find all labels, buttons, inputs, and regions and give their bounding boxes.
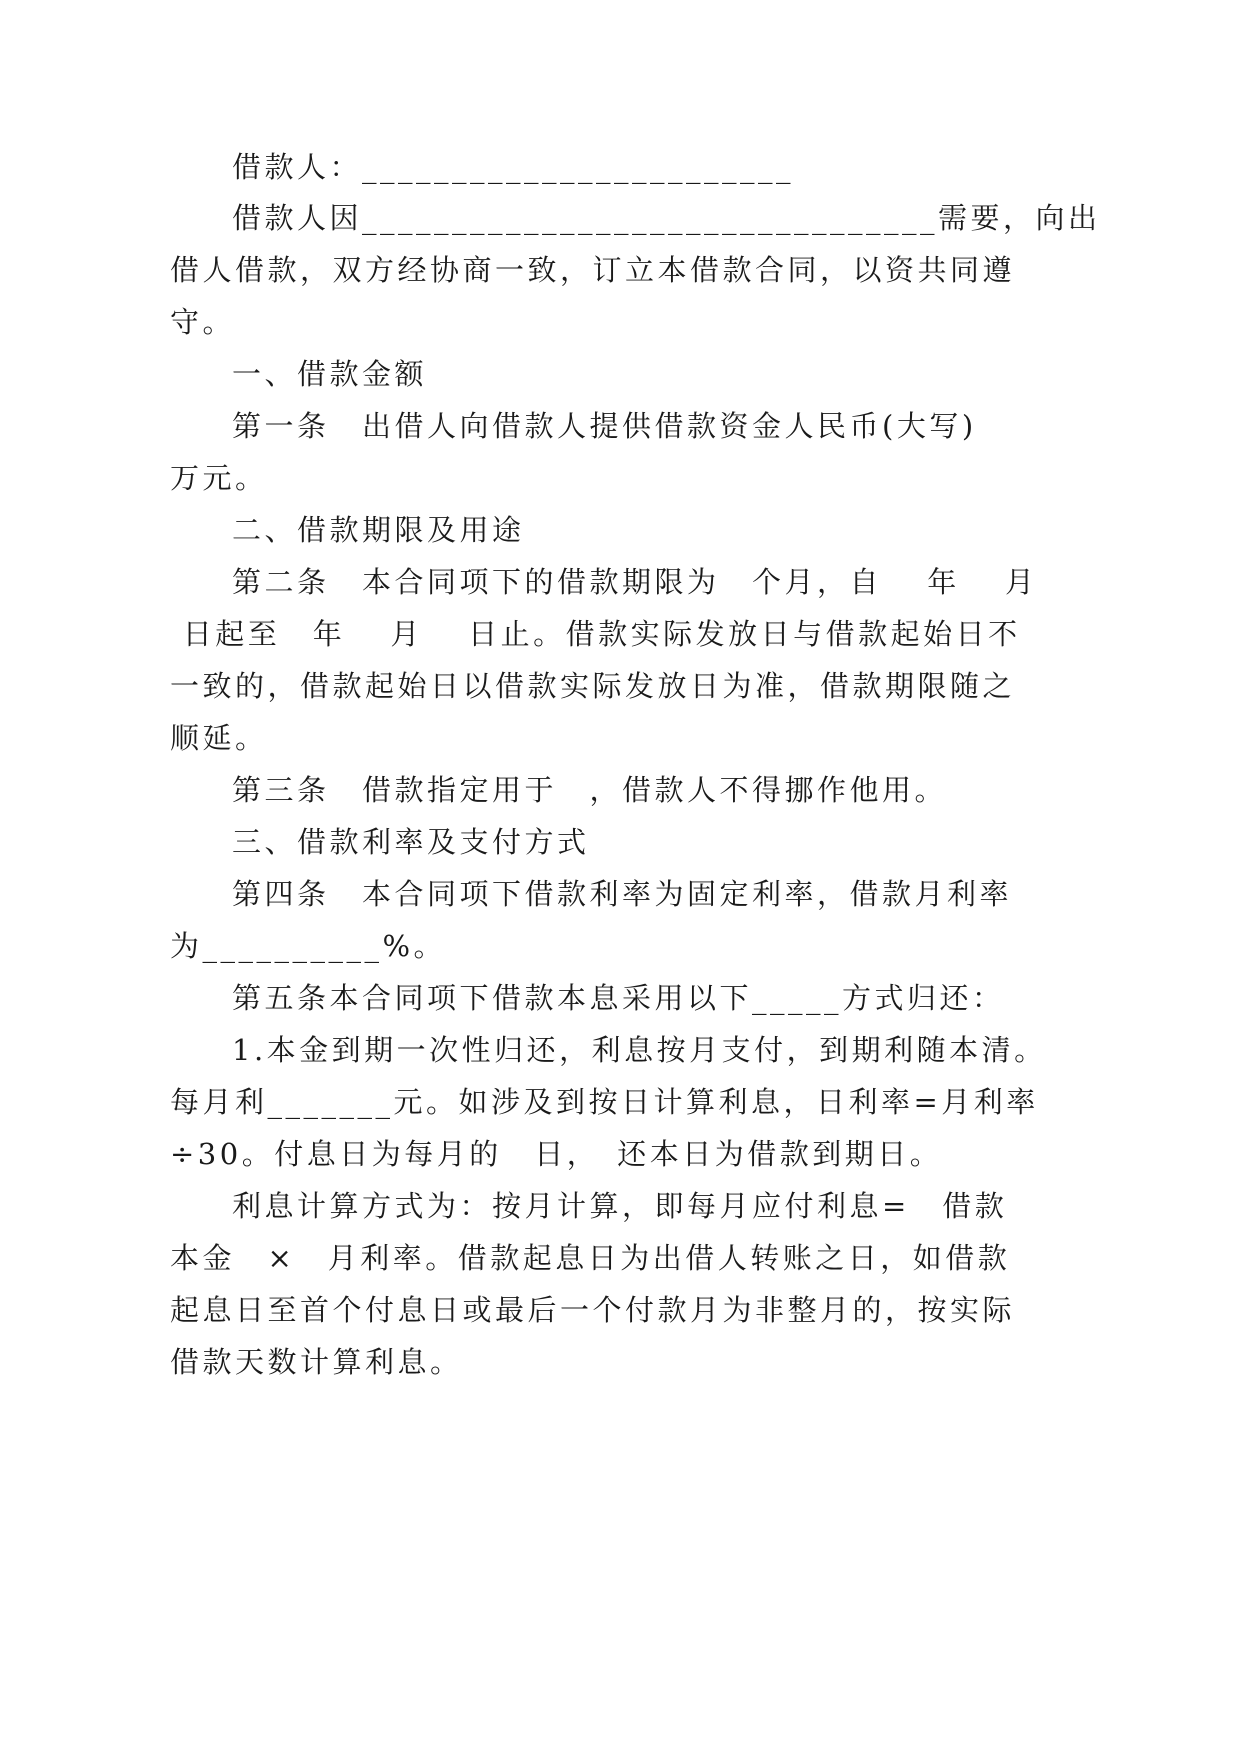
section-heading: 一、借款金额 [232,357,428,391]
section-heading: 二、借款期限及用途 [232,513,525,547]
paragraph-line: 为__________%。 [170,929,447,963]
paragraph-line: 守。 [170,305,236,339]
paragraph-line: 一致的，借款起始日以借款实际发放日为准，借款期限随之 [170,669,1016,703]
paragraph-line: 第五条本合同项下借款本息采用以下_____方式归还： [232,981,1005,1015]
paragraph-line: 日起至 年 月 日止。借款实际发放日与借款起始日不 [170,617,1021,651]
paragraph-line: 每月利_______元。如涉及到按日计算利息，日利率=月利率 [170,1085,1039,1119]
paragraph-line: 顺延。 [170,721,268,755]
paragraph-line: 借款天数计算利息。 [170,1345,463,1379]
paragraph-line: 第一条 出借人向借款人提供借款资金人民币(大写) [232,409,977,443]
paragraph-line: 借款人因________________________________需要，向出 [232,201,1101,235]
paragraph-line: 第二条 本合同项下的借款期限为 个月，自 年 月 [232,565,1038,599]
section-heading: 三、借款利率及支付方式 [232,825,590,859]
paragraph-line: 第四条 本合同项下借款利率为固定利率，借款月利率 [232,877,1013,911]
paragraph-line: 第三条 借款指定用于 ，借款人不得挪作他用。 [232,773,948,807]
paragraph-line: 1.本金到期一次性归还，利息按月支付，到期利随本清。 [232,1033,1047,1067]
paragraph-line: 万元。 [170,461,268,495]
borrower-line: 借款人：________________________ [232,150,795,184]
paragraph-line: 借人借款，双方经协商一致，订立本借款合同，以资共同遵 [170,253,1016,287]
paragraph-line: 起息日至首个付息日或最后一个付款月为非整月的，按实际 [170,1293,1016,1327]
paragraph-line: 本金 × 月利率。借款起息日为出借人转账之日，如借款 [170,1241,1011,1275]
paragraph-line: 利息计算方式为：按月计算，即每月应付利息= 借款 [232,1189,1008,1223]
paragraph-line: ÷30。付息日为每月的 日， 还本日为借款到期日。 [170,1137,943,1171]
